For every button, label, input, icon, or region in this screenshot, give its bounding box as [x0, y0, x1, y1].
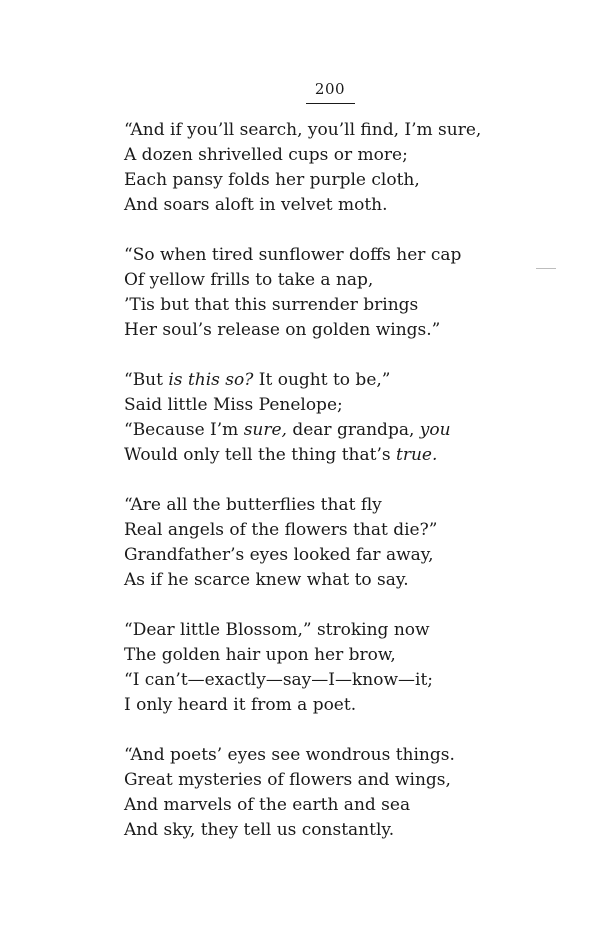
poem-line	[124, 418, 564, 443]
poem-line: “And if you’ll search, you’ll find, I’m sure,	[124, 120, 482, 140]
poem-line: Each pansy folds her purple cloth,	[124, 170, 420, 190]
poem-line: Real angels of the flowers that die?”	[124, 520, 438, 540]
poem-line: “Dear little Blossom,” stroking now	[124, 620, 430, 640]
poem-line: Great mysteries of flowers and wings,	[124, 770, 451, 790]
poem-line	[124, 368, 564, 393]
poem-line: And marvels of the earth and sea	[124, 795, 411, 815]
line-text: Would only tell the thing that’s	[124, 445, 396, 465]
poem-line: Grandfather’s eyes looked far away,	[124, 545, 434, 565]
line-text: dear grandpa,	[286, 420, 420, 440]
poem	[124, 118, 564, 868]
italic-text: true.	[396, 445, 438, 465]
poem-line: ’Tis but that this surrender brings	[124, 295, 419, 315]
poem-line: Said little Miss Penelope;	[124, 395, 343, 415]
stanza-1	[124, 118, 564, 218]
poem-line: And sky, they tell us constantly.	[124, 820, 395, 840]
poem-line: And soars aloft in velvet moth.	[124, 195, 388, 215]
poem-line: “So when tired sunflower doffs her cap	[124, 245, 462, 265]
poem-line: A dozen shrivelled cups or more;	[124, 145, 408, 165]
stanza-5	[124, 618, 564, 718]
stanza-6	[124, 743, 564, 843]
line-text: “Because I’m	[124, 420, 244, 440]
poem-line	[124, 443, 564, 468]
stanza-3	[124, 368, 564, 468]
italic-text: is this so?	[168, 370, 254, 390]
page-number: 200	[314, 80, 346, 98]
poem-line: Of yellow frills to take a nap,	[124, 270, 374, 290]
line-text: It ought to be,”	[253, 370, 391, 390]
poem-line: I only heard it from a poet.	[124, 695, 357, 715]
stanza-2	[124, 243, 564, 343]
poem-line: As if he scarce knew what to say.	[124, 570, 409, 590]
poem-line: “I can’t—exactly—say—I—know—it;	[124, 670, 434, 690]
line-text: “But	[124, 370, 169, 390]
italic-text: sure,	[243, 420, 287, 440]
stanza-4	[124, 493, 564, 593]
page-number-rule	[306, 103, 355, 104]
italic-text: you	[419, 420, 451, 440]
poem-line: The golden hair upon her brow,	[124, 645, 396, 665]
poem-line: “And poets’ eyes see wondrous things.	[124, 745, 455, 765]
poem-line: Her soul’s release on golden wings.”	[124, 320, 441, 340]
poem-line: “Are all the butterflies that fly	[124, 495, 382, 515]
